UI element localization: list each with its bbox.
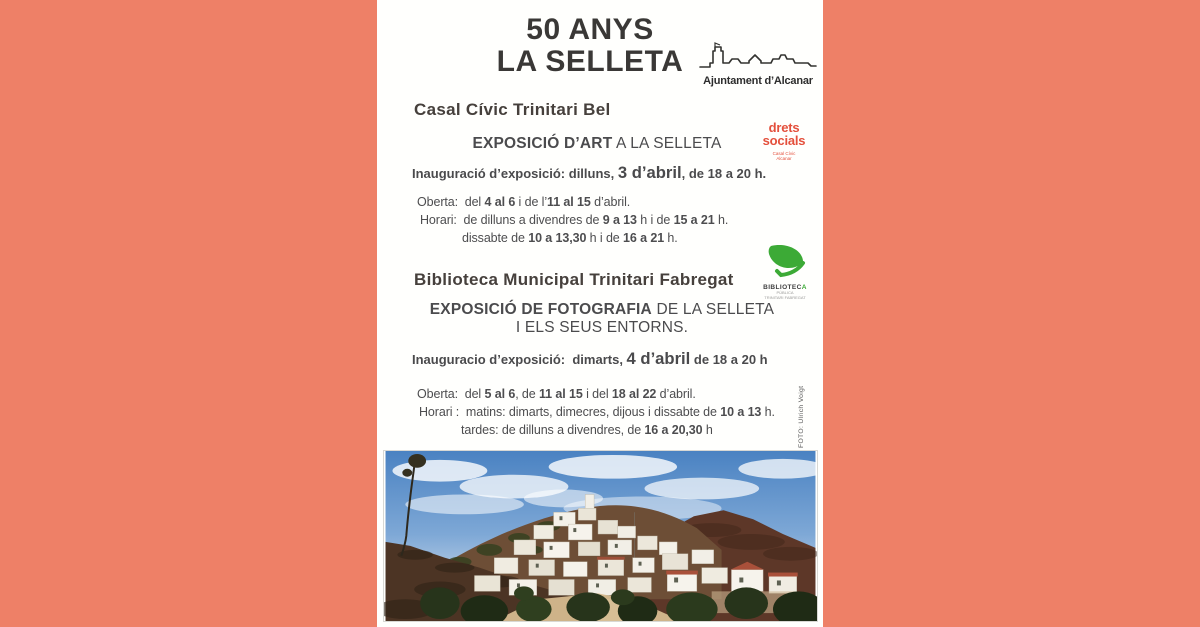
ajuntament-alcanar-logo: [695, 40, 821, 87]
biblioteca-logo-name-main: BIBLIOTEC: [763, 284, 802, 291]
casal-heading: Casal Cívic Trinitari Bel: [414, 100, 611, 119]
biblioteca-heading: Biblioteca Municipal Trinitari Fabregat: [414, 270, 734, 289]
leaf-icon: [762, 244, 808, 278]
village-photo-illustration: [383, 450, 818, 622]
casal-inauguracio-line: Inauguració d’exposició: dilluns, 3 d’abril, de 18 a 20 h.: [412, 163, 767, 182]
event-poster: [377, 0, 823, 627]
biblio-oberta-line: Oberta: del 5 al 6, de 11 al 15 i del 18 al 22 d’abril.: [417, 387, 696, 401]
casal-horari-line-2: dissabte de 10 a 13,30 h i de 16 a 21 h.: [462, 231, 678, 245]
drets-socials-word-2: socials: [762, 132, 806, 148]
casal-horari-line-1: Horari: de dilluns a divendres de 9 a 13 h i de 15 a 21 h.: [420, 213, 729, 227]
biblio-expo-line-1: EXPOSICIÓ DE FOTOGRAFIA DE LA SELLETA: [429, 301, 775, 318]
biblio-horari-line-2: tardes: de dilluns a divendres, de 16 a 20,30 h: [461, 423, 713, 437]
biblio-inauguracio-line: Inauguracio d’exposició: dimarts, 4 d’abril de 18 a 20 h: [412, 349, 768, 368]
casal-expo-line: EXPOSICIÓ D’ART A LA SELLETA: [472, 135, 722, 152]
ajuntament-label: Ajuntament d’Alcanar: [703, 75, 813, 87]
biblioteca-logo-name-accent: A: [801, 284, 807, 291]
biblioteca-logo: [747, 244, 823, 300]
drets-socials-sub-2: Alcanar: [776, 156, 792, 161]
drets-socials-sub-1: Casal Cívic: [772, 151, 796, 156]
poster-title-line2: LA SELLETA: [496, 45, 684, 78]
drets-socials-word-1: drets: [768, 120, 800, 135]
town-skyline-icon: [698, 40, 818, 72]
drets-socials-logo: [755, 122, 813, 161]
village-photo: [383, 450, 818, 622]
poster-title-line1: 50 ANYS: [526, 13, 654, 46]
biblio-expo-line-2: I ELS SEUS ENTORNS.: [515, 319, 689, 336]
casal-oberta-line: Oberta: del 4 al 6 i de l’11 al 15 d’abril.: [417, 195, 631, 209]
photo-credit: FOTO: Ulrich Voigt: [798, 385, 805, 448]
biblioteca-logo-sub-2: TRINITARI FABREGAT: [764, 294, 806, 300]
biblioteca-logo-sub-1: PÚBLICA: [776, 290, 794, 295]
biblio-horari-line-1: Horari : matins: dimarts, dimecres, dijous i dissabte de 10 a 13 h.: [419, 405, 775, 419]
